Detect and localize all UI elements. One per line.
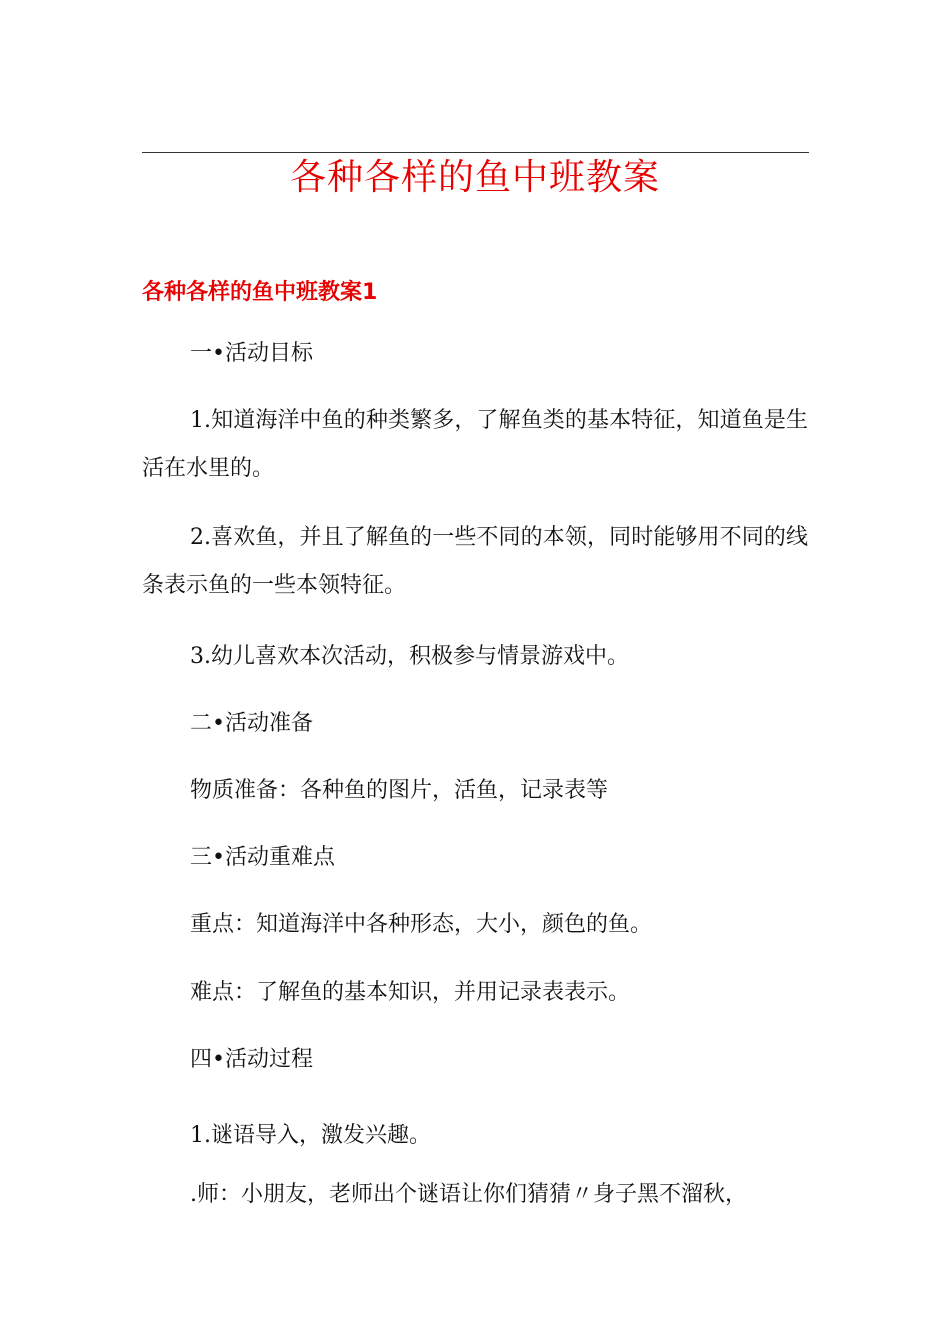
heading-activity-process: 四•活动过程 (190, 1047, 313, 1072)
heading-activity-goals: 一•活动目标 (190, 341, 313, 366)
key-point: 重点：知道海洋中各种形态，大小，颜色的鱼。 (190, 912, 653, 937)
section-heading: 各种各样的鱼中班教案1 (142, 280, 378, 305)
heading-activity-preparation: 二•活动准备 (190, 711, 313, 736)
teacher-dialogue: .师：小朋友，老师出个谜语让你们猜猜〃身子黑不溜秋， (190, 1182, 747, 1207)
difficult-point: 难点：了解鱼的基本知识，并用记录表表示。 (190, 980, 631, 1005)
document-title: 各种各样的鱼中班教案 (289, 157, 660, 198)
heading-key-points: 三•活动重难点 (190, 845, 335, 870)
goal-item-3: 3.幼儿喜欢本次活动，积极参与情景游戏中。 (190, 644, 629, 669)
material-preparation: 物质准备：各种鱼的图片，活鱼，记录表等 (190, 778, 609, 803)
goal-item-1: 1.知道海洋中鱼的种类繁多，了解鱼类的基本特征，知道鱼是生活在水里的。 (142, 408, 808, 481)
process-step-1: 1.谜语导入，激发兴趣。 (190, 1123, 431, 1148)
goal-item-2: 2.喜欢鱼，并且了解鱼的一些不同的本领，同时能够用不同的线条表示鱼的一些本领特征。 (142, 525, 808, 598)
header-rule (142, 152, 809, 153)
